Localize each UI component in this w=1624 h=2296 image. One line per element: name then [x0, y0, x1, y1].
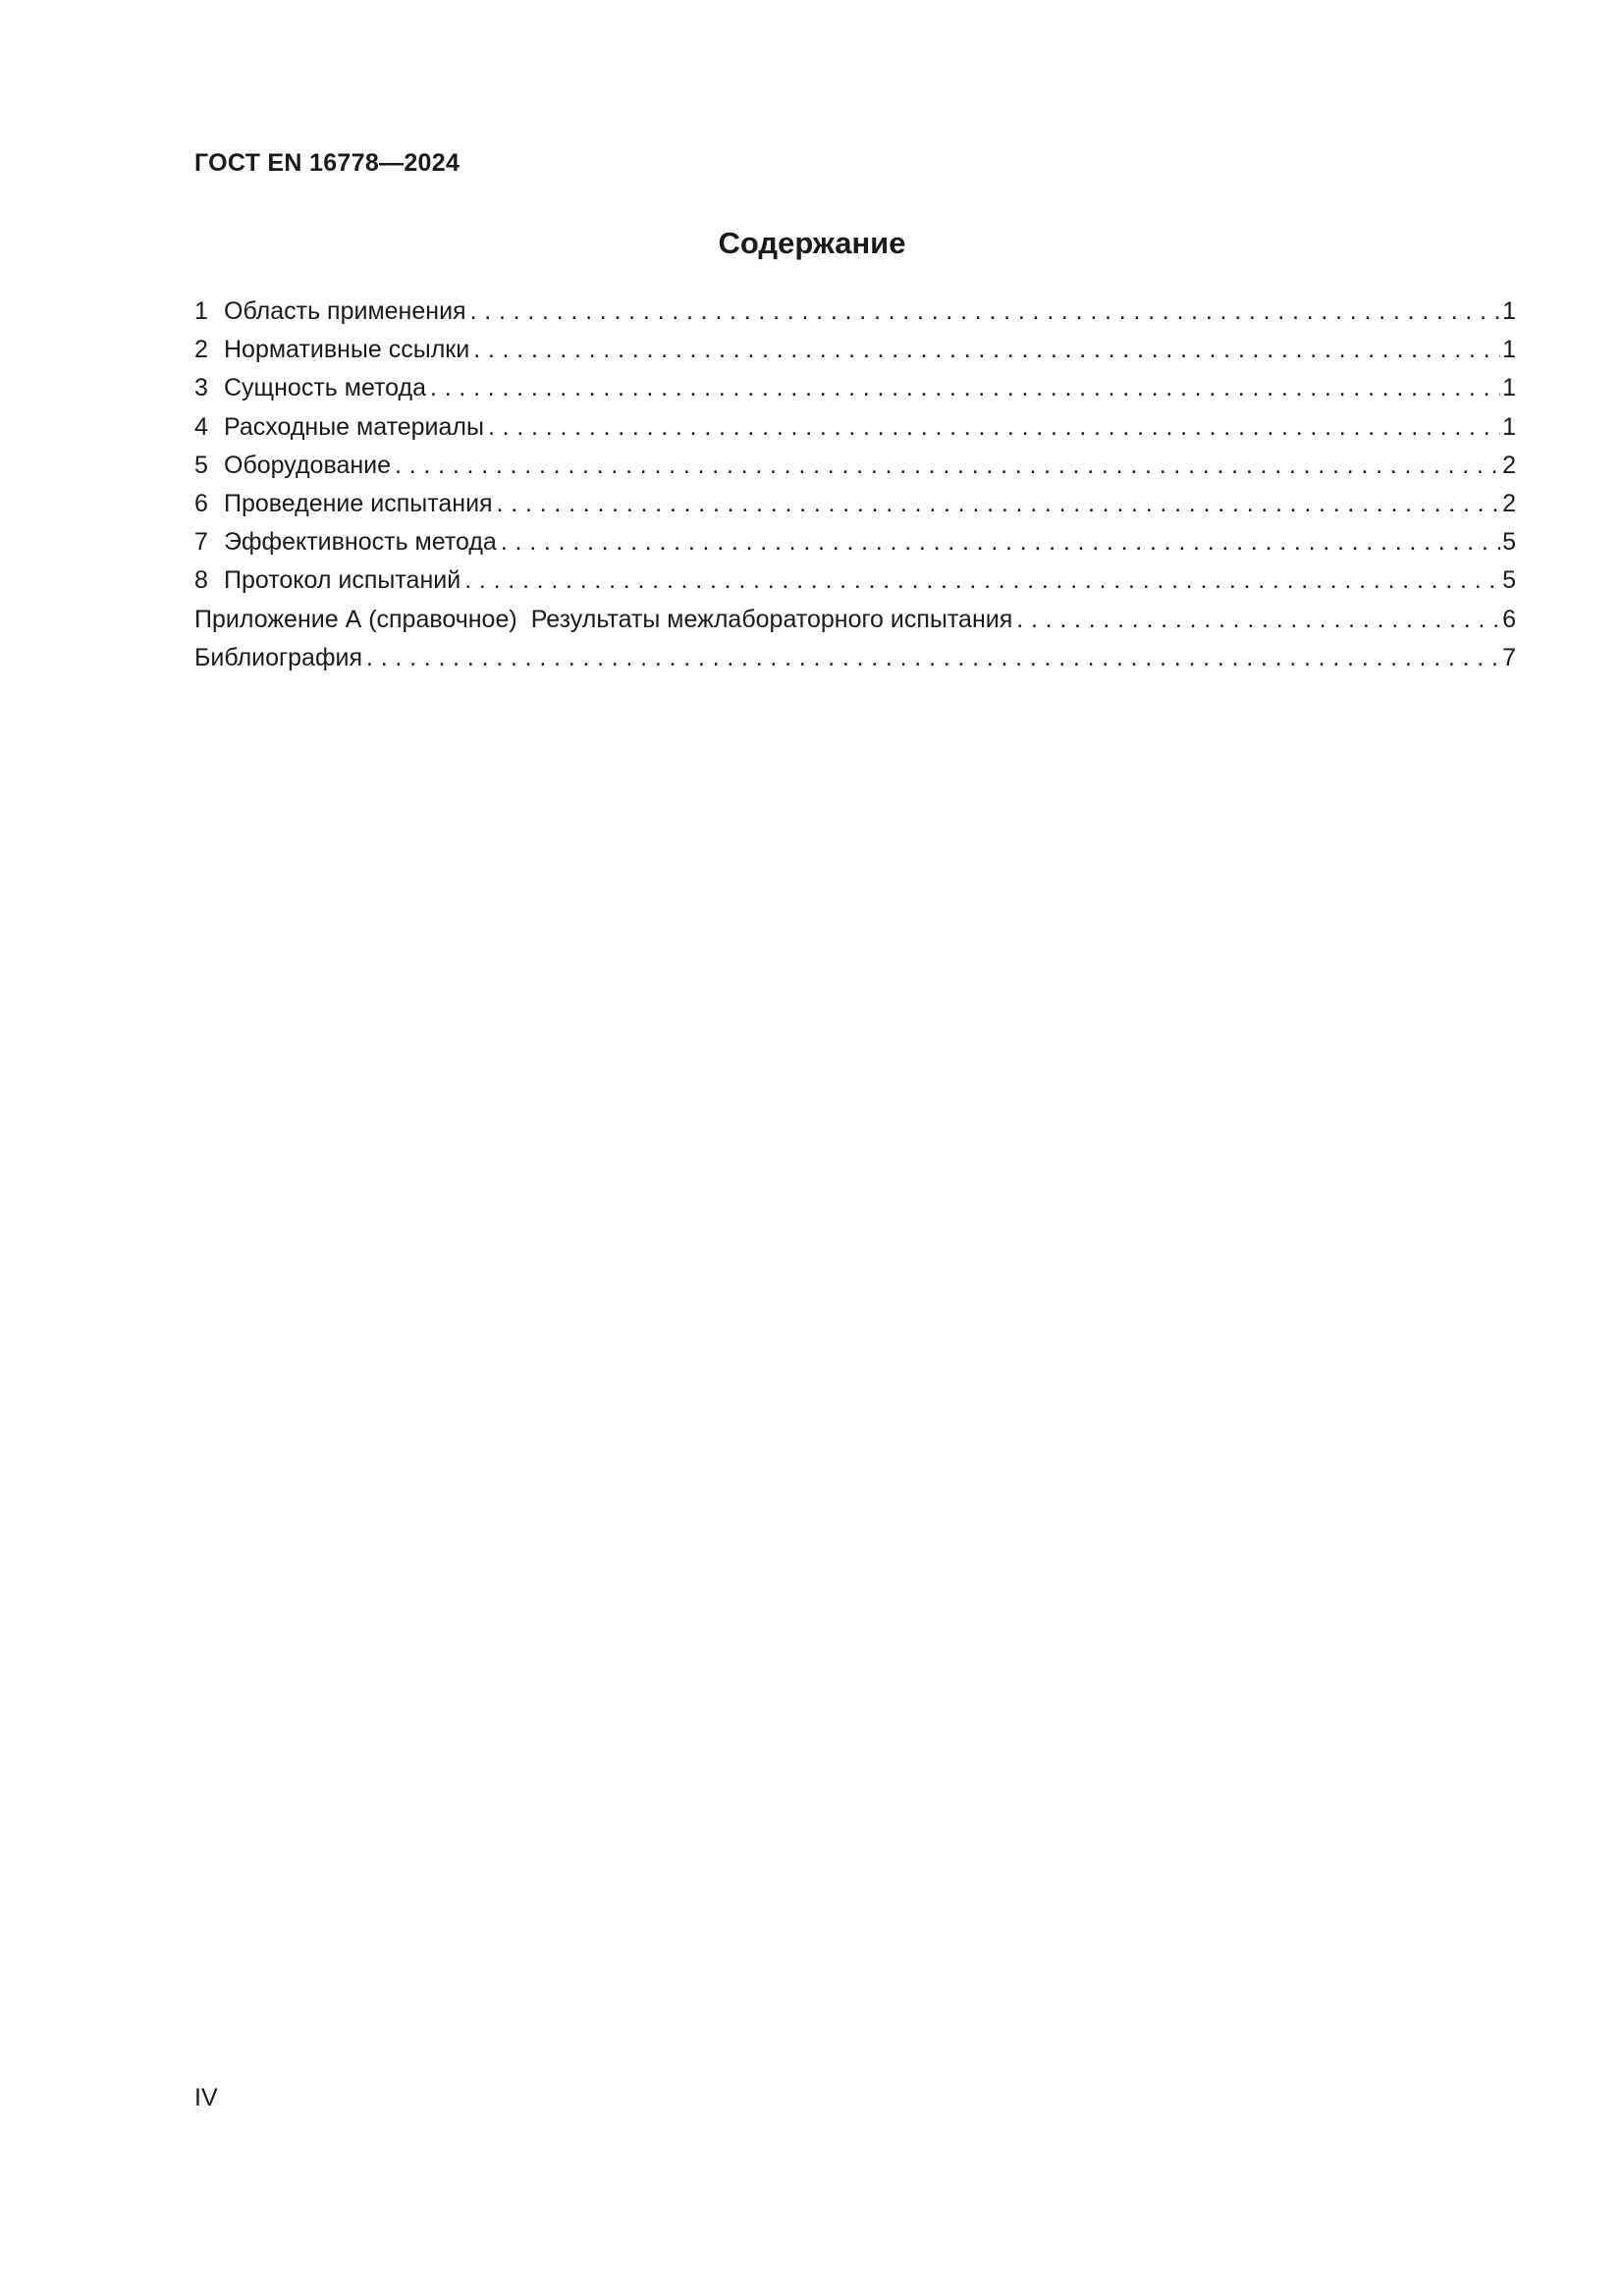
page-number: IV [194, 2084, 218, 2111]
toc-item-normative-references[interactable] [194, 331, 1516, 369]
toc-item-page: 1 [1502, 412, 1516, 441]
toc-item-annex-prefix: Приложение А (справочное) [194, 605, 517, 633]
document-code: ГОСТ EN 16778—2024 [194, 149, 460, 177]
toc-item-label: Оборудование [224, 451, 392, 479]
toc-title: Содержание [718, 226, 906, 260]
toc-item-test-procedure[interactable] [194, 485, 1516, 523]
toc-leader-dots [488, 408, 1500, 447]
toc-leader-dots [497, 485, 1500, 523]
toc-leader-dots [430, 369, 1500, 407]
toc-item-test-report[interactable] [194, 561, 1516, 600]
toc-item-label: Проведение испытания [224, 489, 493, 517]
toc-item-label: Библиография [194, 643, 363, 671]
toc-item-label: Нормативные ссылки [224, 336, 470, 364]
toc-item-number: 6 [194, 489, 208, 517]
toc-item-number: 2 [194, 336, 208, 364]
toc-item-number: 3 [194, 374, 208, 402]
toc-item-page: 7 [1502, 643, 1516, 671]
toc-leader-dots [501, 523, 1500, 561]
toc-leader-dots [470, 293, 1501, 331]
toc-item-bibliography[interactable] [194, 639, 1516, 677]
toc-item-page: 2 [1502, 451, 1516, 479]
toc-item-method-performance[interactable] [194, 523, 1516, 561]
toc-item-number: 4 [194, 412, 208, 441]
toc-item-label: Протокол испытаний [224, 566, 461, 595]
toc-item-consumables[interactable] [194, 408, 1516, 447]
toc-item-page: 5 [1502, 566, 1516, 595]
toc-item-page: 6 [1502, 605, 1516, 633]
toc-item-label: Эффективность метода [224, 528, 497, 557]
toc-item-page: 1 [1502, 297, 1516, 325]
toc-item-page: 5 [1502, 528, 1516, 557]
toc-item-number: 7 [194, 528, 208, 557]
toc-item-page: 2 [1502, 489, 1516, 517]
toc-item-number: 1 [194, 297, 208, 325]
toc-item-page: 1 [1502, 336, 1516, 364]
toc-item-label: Расходные материалы [224, 412, 484, 441]
toc-leader-dots [464, 561, 1500, 600]
toc-leader-dots [1016, 601, 1500, 639]
toc-leader-dots [366, 639, 1500, 677]
toc-item-equipment[interactable] [194, 447, 1516, 485]
toc-item-label: Область применения [224, 297, 466, 325]
toc-item-page: 1 [1502, 374, 1516, 402]
toc-leader-dots [473, 331, 1500, 369]
toc-item-label: Сущность метода [224, 374, 427, 402]
toc-item-principle[interactable] [194, 369, 1516, 407]
toc-item-annex-a[interactable] [194, 601, 1516, 639]
toc-leader-dots [395, 447, 1500, 485]
toc-item-label: Результаты межлабораторного испытания [530, 605, 1013, 633]
toc-item-scope[interactable] [194, 293, 1516, 331]
table-of-contents [194, 293, 1516, 677]
toc-item-number: 5 [194, 451, 208, 479]
toc-item-number: 8 [194, 566, 208, 595]
